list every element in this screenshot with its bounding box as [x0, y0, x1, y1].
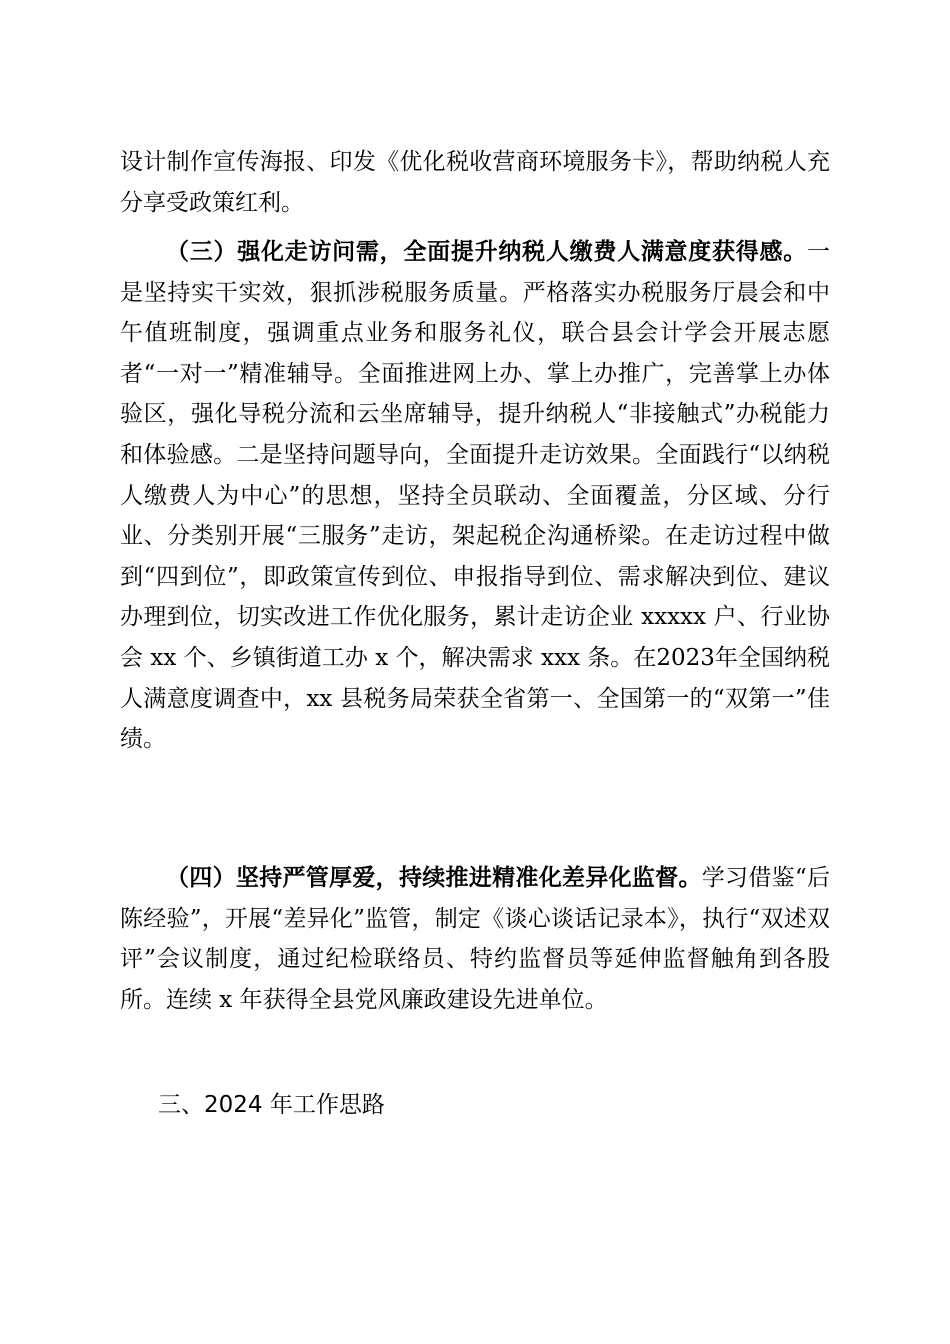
paragraph-continuation	[120, 142, 830, 223]
section-heading: 三、2024 年工作思路	[158, 1092, 385, 1118]
paragraph-body: 设计制作宣传海报、印发《优化税收营商环境服务卡》，帮助纳税人充分享受政策红利。	[120, 149, 830, 216]
paragraph-lead: （三）强化走访问需，全面提升纳税人缴费人满意度获得感。	[166, 238, 807, 265]
paragraph-section-three	[120, 232, 830, 760]
paragraph-body: 一是坚持实干实效，狠抓涉税服务质量。严格落实办税服务厅晨会和中午值班制度，强调重点业务和服务礼仪，联合县会计学会开展志愿者“一对一”精准辅导。全面推进网上办、掌上办推广，完善掌上办体验区，强化导税分流和云坐席辅导，提升纳税人“非接触式”办税能力和体验感。二是坚持问题导向，全面提升走访效果。全面践行“以纳税人缴费人为中心”的思想，坚持全员联动、全面覆盖，分区域、分行业、分类别开展“三服务”走访，架起税企沟通桥梁。在走访过程中做到“四到位”，即政策宣传到位、申报指导到位、需求解决到位、建议办理到位，切实改进工作优化服务，累计走访企业 xxxxx 户、行业协会 xx 个、乡镇街道工办 x 个，解决需求 xxx 条。在2023年全国纳税人满意度调查中，xx 县税务局荣获全省第一、全国第一的“双第一”佳绩。	[120, 239, 830, 753]
paragraph-section-four	[120, 858, 830, 1020]
paragraph-body: 学习借鉴“后陈经验”，开展“差异化”监管，制定《谈心谈话记录本》，执行“双述双评”会议制度，通过纪检联络员、特约监督员等延伸监督触角到各股所。连续 x 年获得全县党风廉政建设先进单位。	[120, 865, 830, 1013]
paragraph-lead: （四）坚持严管厚爱，持续推进精准化差异化监督。	[166, 864, 702, 891]
